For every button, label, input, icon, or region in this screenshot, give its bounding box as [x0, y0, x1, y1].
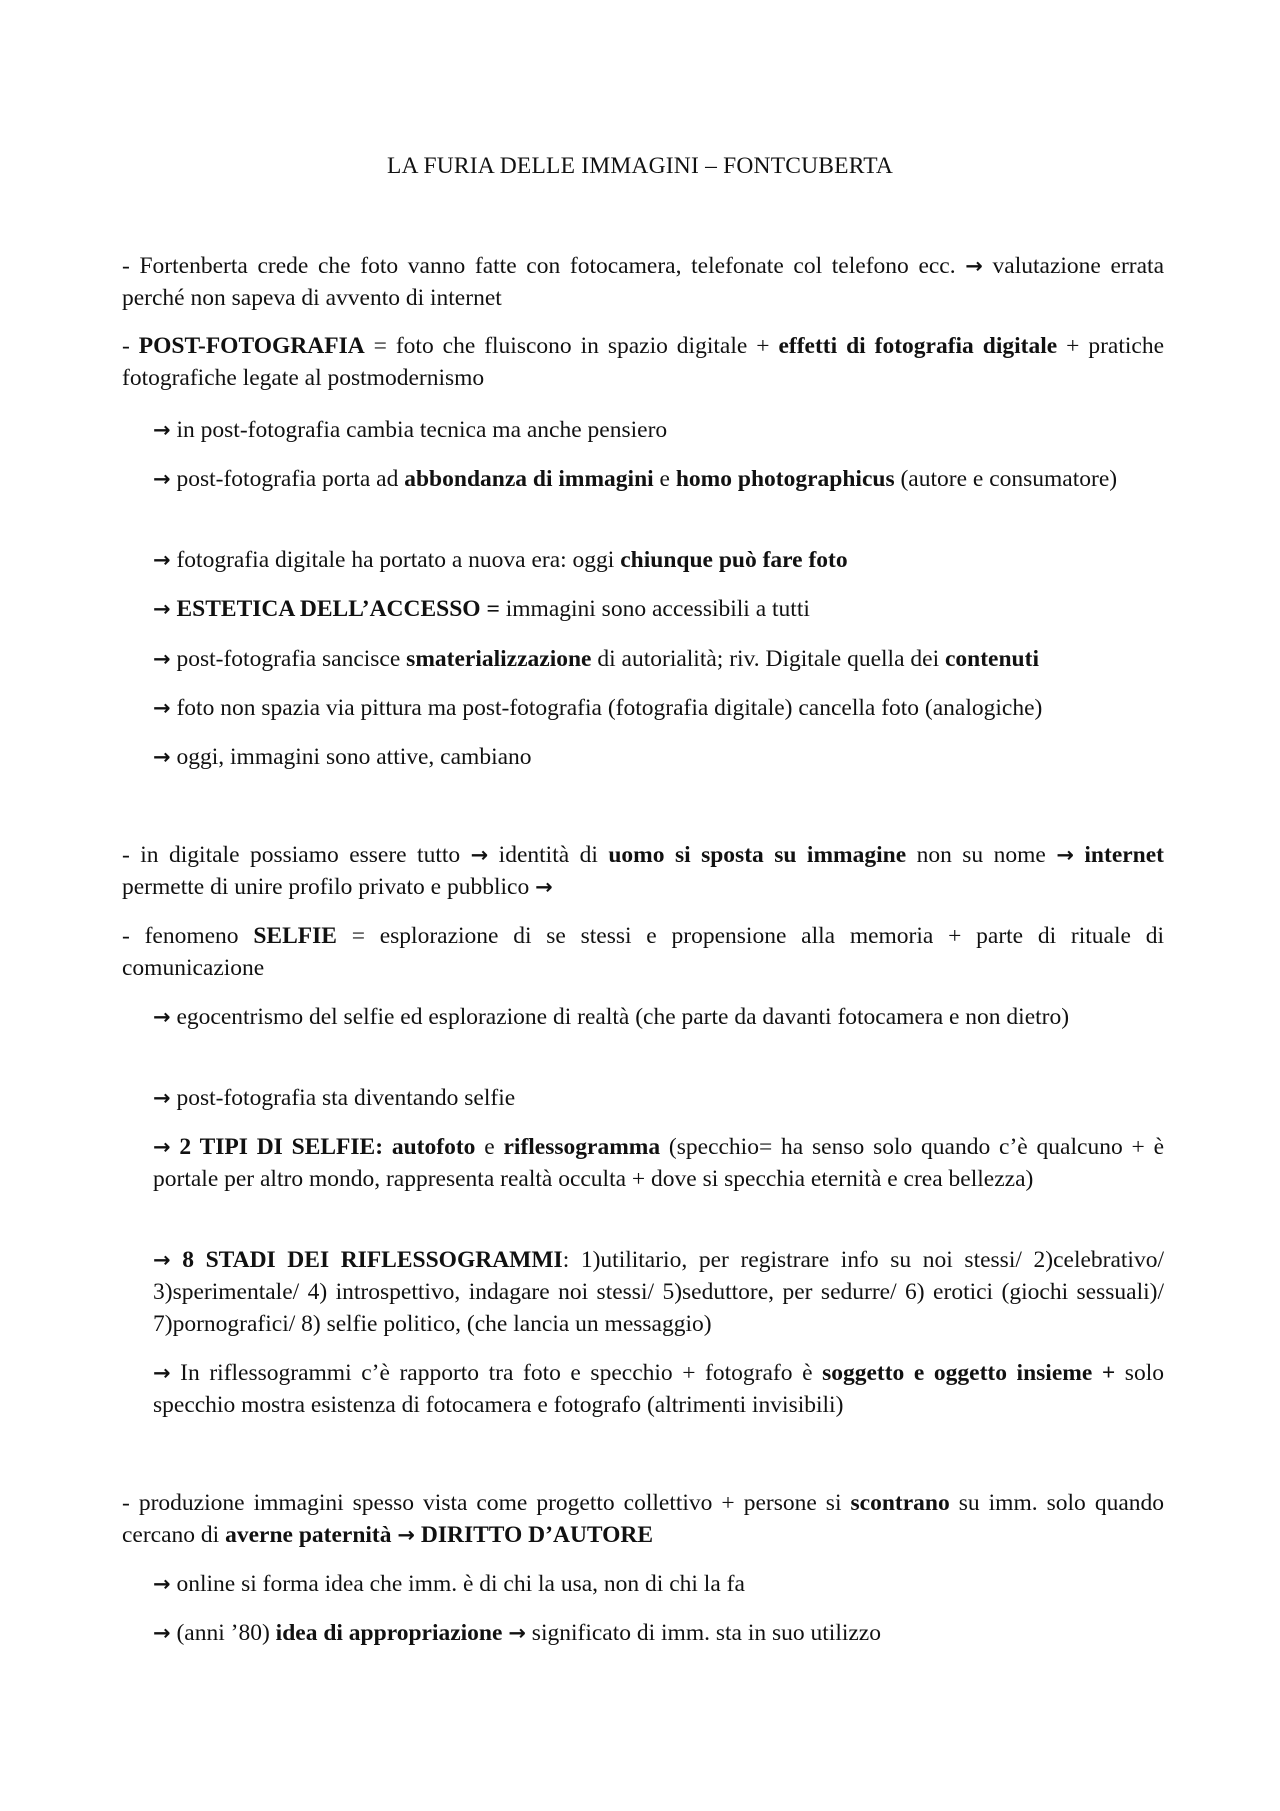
arrow-icon: →	[397, 1523, 415, 1547]
list-item: → ESTETICA DELL’ACCESSO = immagini sono accessibili a tutti	[153, 596, 810, 622]
paragraph-fontcuberta-intro: - Fortenberta crede che foto vanno fatte con fotocamera, telefonate col telefono ecc. → valutazione errata perché non sapeva di avvento di internet	[122, 253, 1164, 311]
arrow-icon: →	[153, 1005, 171, 1029]
list-item: → In riflessogrammi c’è rapporto tra foto e specchio + fotografo è soggetto e oggetto insieme + solo specchio mostra esistenza di fotocamera e fotografo (altrimenti invisibili)	[153, 1360, 1164, 1418]
arrow-icon: →	[153, 418, 171, 442]
arrow-icon: →	[153, 1361, 171, 1385]
list-item: → 2 TIPI DI SELFIE: autofoto e riflessogramma (specchio= ha senso solo quando c’è qualcuno + è portale per altro mondo, rappresenta realtà occulta + dove si specchia eternità e crea bellezza)	[153, 1134, 1164, 1192]
arrow-icon: →	[508, 1621, 526, 1645]
page-title: LA FURIA DELLE IMMAGINI – FONTCUBERTA	[386, 153, 894, 179]
arrow-icon: →	[153, 467, 171, 491]
list-item: → post-fotografia sancisce smaterializzazione di autorialità; riv. Digitale quella dei contenuti	[153, 646, 1039, 672]
arrow-icon: →	[153, 548, 171, 572]
paragraph-selfie: - fenomeno SELFIE = esplorazione di se stessi e propensione alla memoria + parte di rituale di comunicazione	[122, 923, 1164, 981]
list-item: → 8 STADI DEI RIFLESSOGRAMMI: 1)utilitario, per registrare info su noi stessi/ 2)celebrativo/ 3)sperimentale/ 4) introspettivo, indagare noi stessi/ 5)seduttore, per sedurre/ 6) erotici (giochi sessuali)/ 7)pornografici/ 8) selfie politico, (che lancia un messaggio)	[153, 1247, 1164, 1337]
paragraph-copyright: - produzione immagini spesso vista come progetto collettivo + persone si scontrano su imm. solo quando cercano di averne paternità → DIRITTO D’AUTORE	[122, 1490, 1165, 1548]
arrow-icon: →	[535, 875, 553, 899]
arrow-icon: →	[153, 1135, 171, 1159]
arrow-icon: →	[965, 254, 983, 278]
arrow-icon: →	[153, 1086, 171, 1110]
arrow-icon: →	[153, 1572, 171, 1596]
list-item: → foto non spazia via pittura ma post-fotografia (fotografia digitale) cancella foto (analogiche)	[153, 695, 1043, 721]
list-item: → in post-fotografia cambia tecnica ma anche pensiero	[153, 417, 668, 443]
arrow-icon: →	[153, 696, 171, 720]
arrow-icon: →	[153, 597, 171, 621]
arrow-icon: →	[153, 1248, 171, 1272]
list-item: → post-fotografia porta ad abbondanza di immagini e homo photographicus (autore e consumatore)	[153, 466, 1118, 492]
arrow-icon: →	[153, 1621, 171, 1645]
paragraph-post-fotografia: - POST-FOTOGRAFIA = foto che fluiscono in spazio digitale + effetti di fotografia digitale + pratiche fotografiche legate al postmodernismo	[122, 333, 1164, 391]
arrow-icon: →	[153, 647, 171, 671]
arrow-icon: →	[1056, 843, 1074, 867]
arrow-icon: →	[153, 745, 171, 769]
list-item: → online si forma idea che imm. è di chi la usa, non di chi la fa	[153, 1571, 745, 1597]
paragraph-digital-identity: - in digitale possiamo essere tutto → identità di uomo si sposta su immagine non su nome → internet permette di unire profilo privato e pubblico →	[122, 842, 1165, 900]
list-item: → egocentrismo del selfie ed esplorazione di realtà (che parte da davanti fotocamera e non dietro)	[153, 1004, 1070, 1030]
list-item: → fotografia digitale ha portato a nuova era: oggi chiunque può fare foto	[153, 547, 848, 573]
list-item: → oggi, immagini sono attive, cambiano	[153, 744, 532, 770]
list-item: → (anni ’80) idea di appropriazione → significato di imm. sta in suo utilizzo	[153, 1620, 881, 1646]
arrow-icon: →	[470, 843, 489, 867]
list-item: → post-fotografia sta diventando selfie	[153, 1085, 516, 1111]
